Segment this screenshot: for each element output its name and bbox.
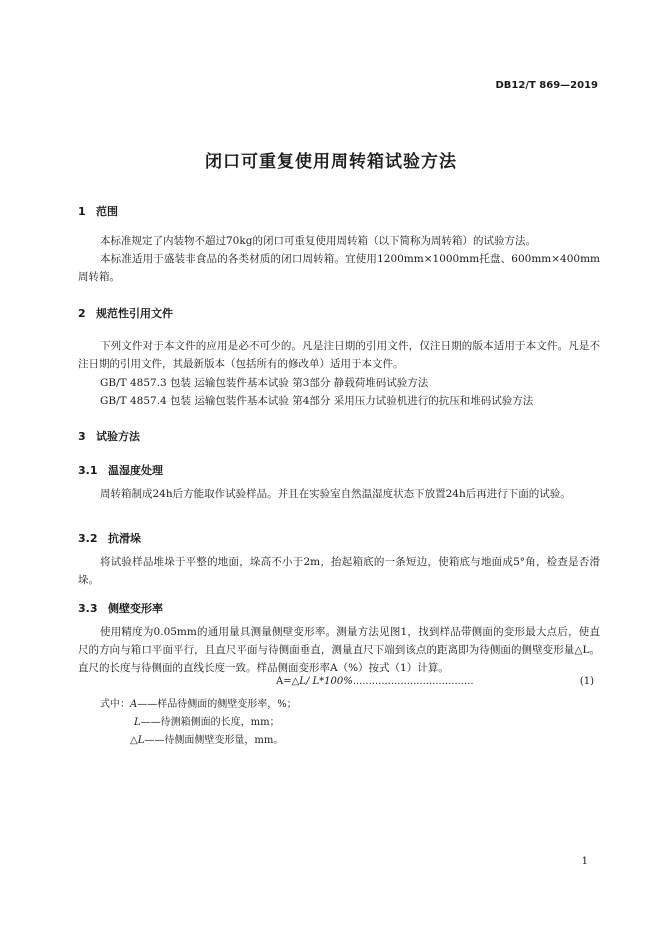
subsection-title: 温湿度处理: [108, 464, 163, 477]
subsection-title: 侧壁变形率: [108, 602, 163, 615]
where-label: 式中：: [100, 699, 130, 710]
symbol-definition: ——样品待侧面的侧壁变形率，%；: [137, 699, 297, 710]
paragraph: 将试验样品堆垛于平整的地面，垛高不小于2m，抬起箱底的一条短边，使箱底与地面成5°角，检查是否滑垛。: [78, 556, 600, 586]
section-title: 范围: [96, 205, 118, 218]
subsection-3-1-heading: [78, 462, 163, 478]
paragraph: 下列文件对于本文件的应用是必不可少的。凡是注日期的引用文件，仅注日期的版本适用于本文件。凡是不注日期的引用文件，其最新版本（包括所有的修改单）适用于本文件。: [78, 340, 600, 370]
where-line-3: [130, 731, 283, 746]
document-title: 闭口可重复使用周转箱试验方法: [205, 152, 457, 172]
subsection-number: 3.3: [78, 602, 98, 615]
section-title: 规范性引用文件: [96, 307, 173, 320]
symbol-definition: ——待侧面侧壁变形量，mm。: [144, 735, 284, 746]
formula-number: (1): [579, 676, 594, 687]
symbol: △L: [130, 735, 145, 746]
reference-item: GB/T 4857.3 包装 运输包装件基本试验 第3部分 静载荷堆码试验方法: [100, 377, 429, 389]
formula-lhs: A=: [276, 676, 292, 687]
section-number: 2: [78, 307, 86, 320]
section-3-heading: [78, 428, 140, 444]
symbol-definition: ——待测箱侧面的长度，mm；: [140, 717, 280, 728]
subsection-number: 3.1: [78, 464, 98, 477]
where-line-2: [134, 713, 280, 728]
where-line-1: [100, 695, 297, 710]
section-2-heading: [78, 305, 173, 321]
formula-leader-dots: ......................................: [352, 676, 474, 687]
symbol: L: [134, 717, 141, 728]
section-number: 3: [78, 430, 86, 443]
paragraph: 本标准适用于盛装非食品的各类材质的闭口周转箱。宜使用1200mm×1000mm托盘、600mm×400mm周转箱。: [78, 253, 600, 283]
paragraph: 使用精度为0.05mm的通用量具测量侧壁变形率。测量方法见图1，找到样品带侧面的变形最大点后，使直尺的方向与箱口平面平行，且直尺平面与待侧面垂直，测量直尺下端到该点的距离即为待侧面的侧壁变形量△L。直尺的长度与待侧面的直线长度一致。样品侧面变形率A（%）按式（1）计算。: [78, 626, 600, 674]
page-number: 1: [581, 856, 588, 867]
section-number: 1: [78, 205, 86, 218]
formula-expression: △L/ L*100%: [291, 676, 353, 687]
section-title: 试验方法: [96, 430, 140, 443]
subsection-3-2-heading: [78, 530, 141, 546]
standard-code: DB12/T 869—2019: [495, 80, 598, 91]
paragraph: 本标准规定了内装物不超过70kg的闭口可重复使用周转箱（以下简称为周转箱）的试验方法。: [100, 235, 536, 247]
symbol: A: [130, 699, 138, 710]
subsection-title: 抗滑垛: [108, 532, 141, 545]
section-1-heading: [78, 203, 118, 219]
subsection-number: 3.2: [78, 532, 98, 545]
paragraph: 周转箱制成24h后方能取作试验样品。并且在实验室自然温湿度状态下放置24h后再进行下面的试验。: [100, 488, 571, 500]
reference-item: GB/T 4857.4 包装 运输包装件基本试验 第4部分 采用压力试验机进行的抗压和堆码试验方法: [100, 395, 534, 407]
subsection-3-3-heading: [78, 600, 163, 616]
formula-1: [276, 676, 474, 687]
